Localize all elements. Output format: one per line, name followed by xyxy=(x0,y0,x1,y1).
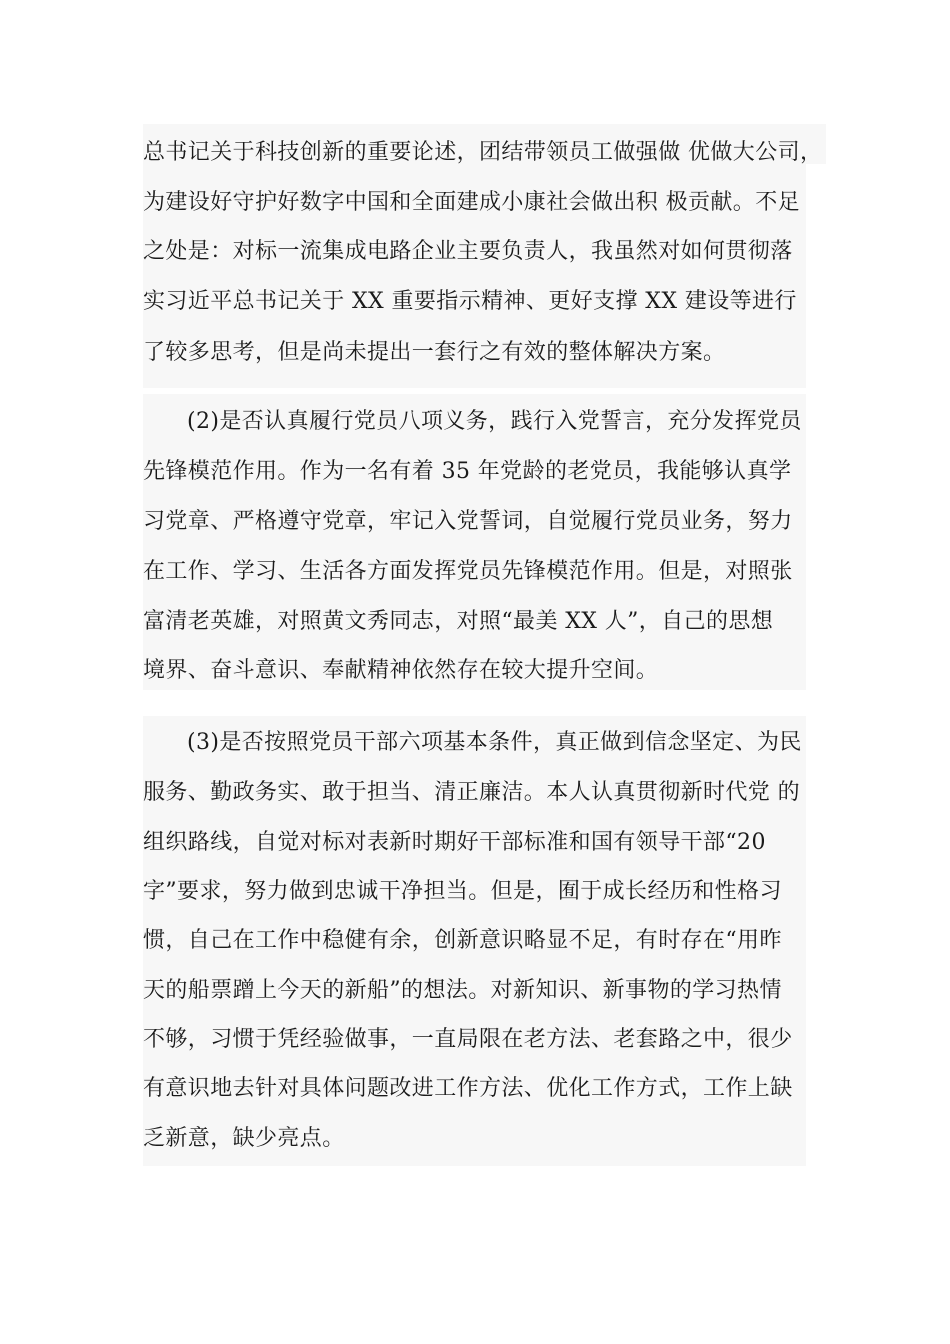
paragraph-line: 不够，习惯于凭经验做事，一直局限在老方法、老套路之中，很少 xyxy=(143,1027,793,1052)
paragraph-line: 惯，自己在工作中稳健有余，创新意识略显不足，有时存在“用昨 xyxy=(143,928,782,953)
paragraph-line: 天的船票蹭上今天的新船”的想法。对新知识、新事物的学习热情 xyxy=(143,978,782,1003)
paragraph-line: 乏新意，缺少亮点。 xyxy=(143,1126,345,1151)
paragraph-line: 之处是：对标一流集成电路企业主要负责人，我虽然对如何贯彻落 xyxy=(143,239,793,264)
paragraph-line: 服务、勤政务实、敢于担当、清正廉洁。本人认真贯彻新时代党 的 xyxy=(143,780,800,805)
paragraph-line: 先锋模范作用。作为一名有着 35 年党龄的老党员，我能够认真学 xyxy=(143,459,792,484)
paragraph-line: 组织路线，自觉对标对表新时期好干部标准和国有领导干部“20 xyxy=(143,830,766,855)
paragraph-line: 有意识地去针对具体问题改进工作方法、优化工作方式，工作上缺 xyxy=(143,1076,793,1101)
paragraph-line: (2)是否认真履行党员八项义务，践行入党誓言，充分发挥党员 xyxy=(187,409,802,434)
paragraph-line: 在工作、学习、生活各方面发挥党员先锋模范作用。但是，对照张 xyxy=(143,559,793,584)
paragraph-3 xyxy=(143,716,806,1166)
paragraph-line: 富清老英雄，对照黄文秀同志，对照“最美 XX 人”，自己的思想 xyxy=(143,609,774,634)
paragraph-line: 习党章、严格遵守党章，牢记入党誓词，自觉履行党员业务，努力 xyxy=(143,509,793,534)
paragraph-line: (3)是否按照党员干部六项基本条件，真正做到信念坚定、为民 xyxy=(187,730,802,755)
paragraph-line: 字”要求，努力做到忠诚干净担当。但是，囿于成长经历和性格习 xyxy=(143,879,782,904)
paragraph-1 xyxy=(143,124,823,388)
paragraph-line: 实习近平总书记关于 XX 重要指示精神、更好支撑 XX 建设等进行 xyxy=(143,289,797,314)
paragraph-line: 为建设好守护好数字中国和全面建成小康社会做出积 极贡献。不足 xyxy=(143,190,800,215)
paragraph-line: 了较多思考，但是尚未提出一套行之有效的整体解决方案。 xyxy=(143,340,726,365)
paragraph-line: 总书记关于科技创新的重要论述，团结带领员工做强做 优做大公司， xyxy=(143,140,823,165)
paragraph-line: 境界、奋斗意识、奉献精神依然存在较大提升空间。 xyxy=(143,658,659,683)
paragraph-2 xyxy=(143,394,806,690)
